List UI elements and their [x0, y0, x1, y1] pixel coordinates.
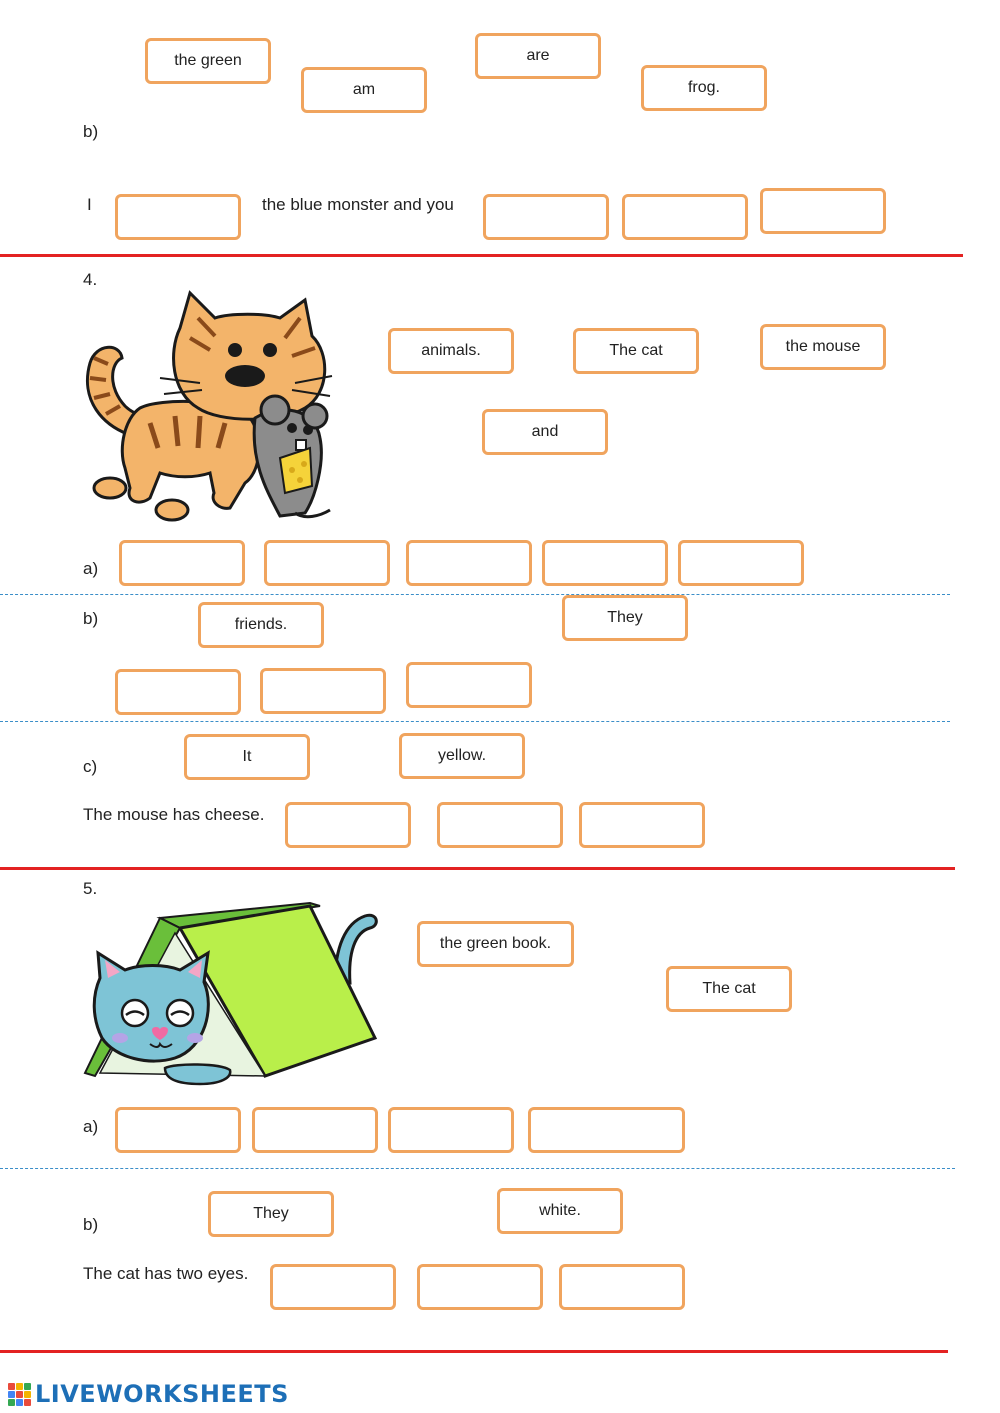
- liveworksheets-logo[interactable]: [8, 1380, 289, 1408]
- drop-slot[interactable]: [622, 194, 748, 240]
- word-tile-it[interactable]: It: [184, 734, 310, 780]
- word-tile-am[interactable]: am: [301, 67, 427, 113]
- drop-slot[interactable]: [406, 662, 532, 708]
- word-tile-white[interactable]: white.: [497, 1188, 623, 1234]
- word-tile-the-green[interactable]: the green: [145, 38, 271, 84]
- drop-slot[interactable]: [678, 540, 804, 586]
- drop-slot[interactable]: [406, 540, 532, 586]
- part-label-b: b): [83, 1215, 99, 1234]
- word-tile-the-cat[interactable]: The cat: [666, 966, 792, 1012]
- drop-slot[interactable]: [559, 1264, 685, 1310]
- dashed-divider: [0, 721, 950, 722]
- word-tile-are[interactable]: are: [475, 33, 601, 79]
- word-tile-the-mouse[interactable]: the mouse: [760, 324, 886, 370]
- drop-slot[interactable]: [437, 802, 563, 848]
- drop-slot[interactable]: [270, 1264, 396, 1310]
- sentence-text: the blue monster and you: [262, 195, 454, 214]
- drop-slot[interactable]: [252, 1107, 378, 1153]
- drop-slot[interactable]: [285, 802, 411, 848]
- exercise-number: 5.: [83, 879, 98, 898]
- drop-slot[interactable]: [115, 669, 241, 715]
- dashed-divider: [0, 594, 950, 595]
- section-divider: [0, 1350, 948, 1353]
- drop-slot[interactable]: [483, 194, 609, 240]
- drop-slot[interactable]: [528, 1107, 685, 1153]
- word-tile-animals[interactable]: animals.: [388, 328, 514, 374]
- exercise-number: 4.: [83, 270, 98, 289]
- drop-slot[interactable]: [579, 802, 705, 848]
- word-tile-and[interactable]: and: [482, 409, 608, 455]
- section-divider: [0, 867, 955, 870]
- drop-slot[interactable]: [760, 188, 886, 234]
- sentence-text: The cat has two eyes.: [83, 1264, 249, 1283]
- sentence-text: I: [87, 195, 92, 214]
- sentence-text: The mouse has cheese.: [83, 805, 265, 824]
- word-tile-they[interactable]: They: [562, 595, 688, 641]
- word-tile-yellow[interactable]: yellow.: [399, 733, 525, 779]
- dashed-divider: [0, 1168, 955, 1169]
- drop-slot[interactable]: [260, 668, 386, 714]
- part-label-a: a): [83, 1117, 99, 1136]
- drop-slot[interactable]: [542, 540, 668, 586]
- section-divider: [0, 254, 963, 257]
- part-label-c: c): [83, 757, 98, 776]
- drop-slot[interactable]: [115, 1107, 241, 1153]
- word-tile-the-cat[interactable]: The cat: [573, 328, 699, 374]
- part-label-b: b): [83, 609, 99, 628]
- drop-slot[interactable]: [417, 1264, 543, 1310]
- cat-under-book-illustration: [80, 898, 380, 1088]
- drop-slot[interactable]: [119, 540, 245, 586]
- brand-name: LIVEWORKSHEETS: [35, 1380, 289, 1408]
- drop-slot[interactable]: [115, 194, 241, 240]
- drop-slot[interactable]: [264, 540, 390, 586]
- drop-slot[interactable]: [388, 1107, 514, 1153]
- part-label-a: a): [83, 559, 99, 578]
- word-tile-the-green-book[interactable]: the green book.: [417, 921, 574, 967]
- logo-grid-icon: [8, 1383, 31, 1406]
- part-label-b: b): [83, 122, 99, 141]
- cat-and-mouse-illustration: [80, 288, 340, 533]
- word-tile-friends[interactable]: friends.: [198, 602, 324, 648]
- word-tile-they[interactable]: They: [208, 1191, 334, 1237]
- word-tile-frog[interactable]: frog.: [641, 65, 767, 111]
